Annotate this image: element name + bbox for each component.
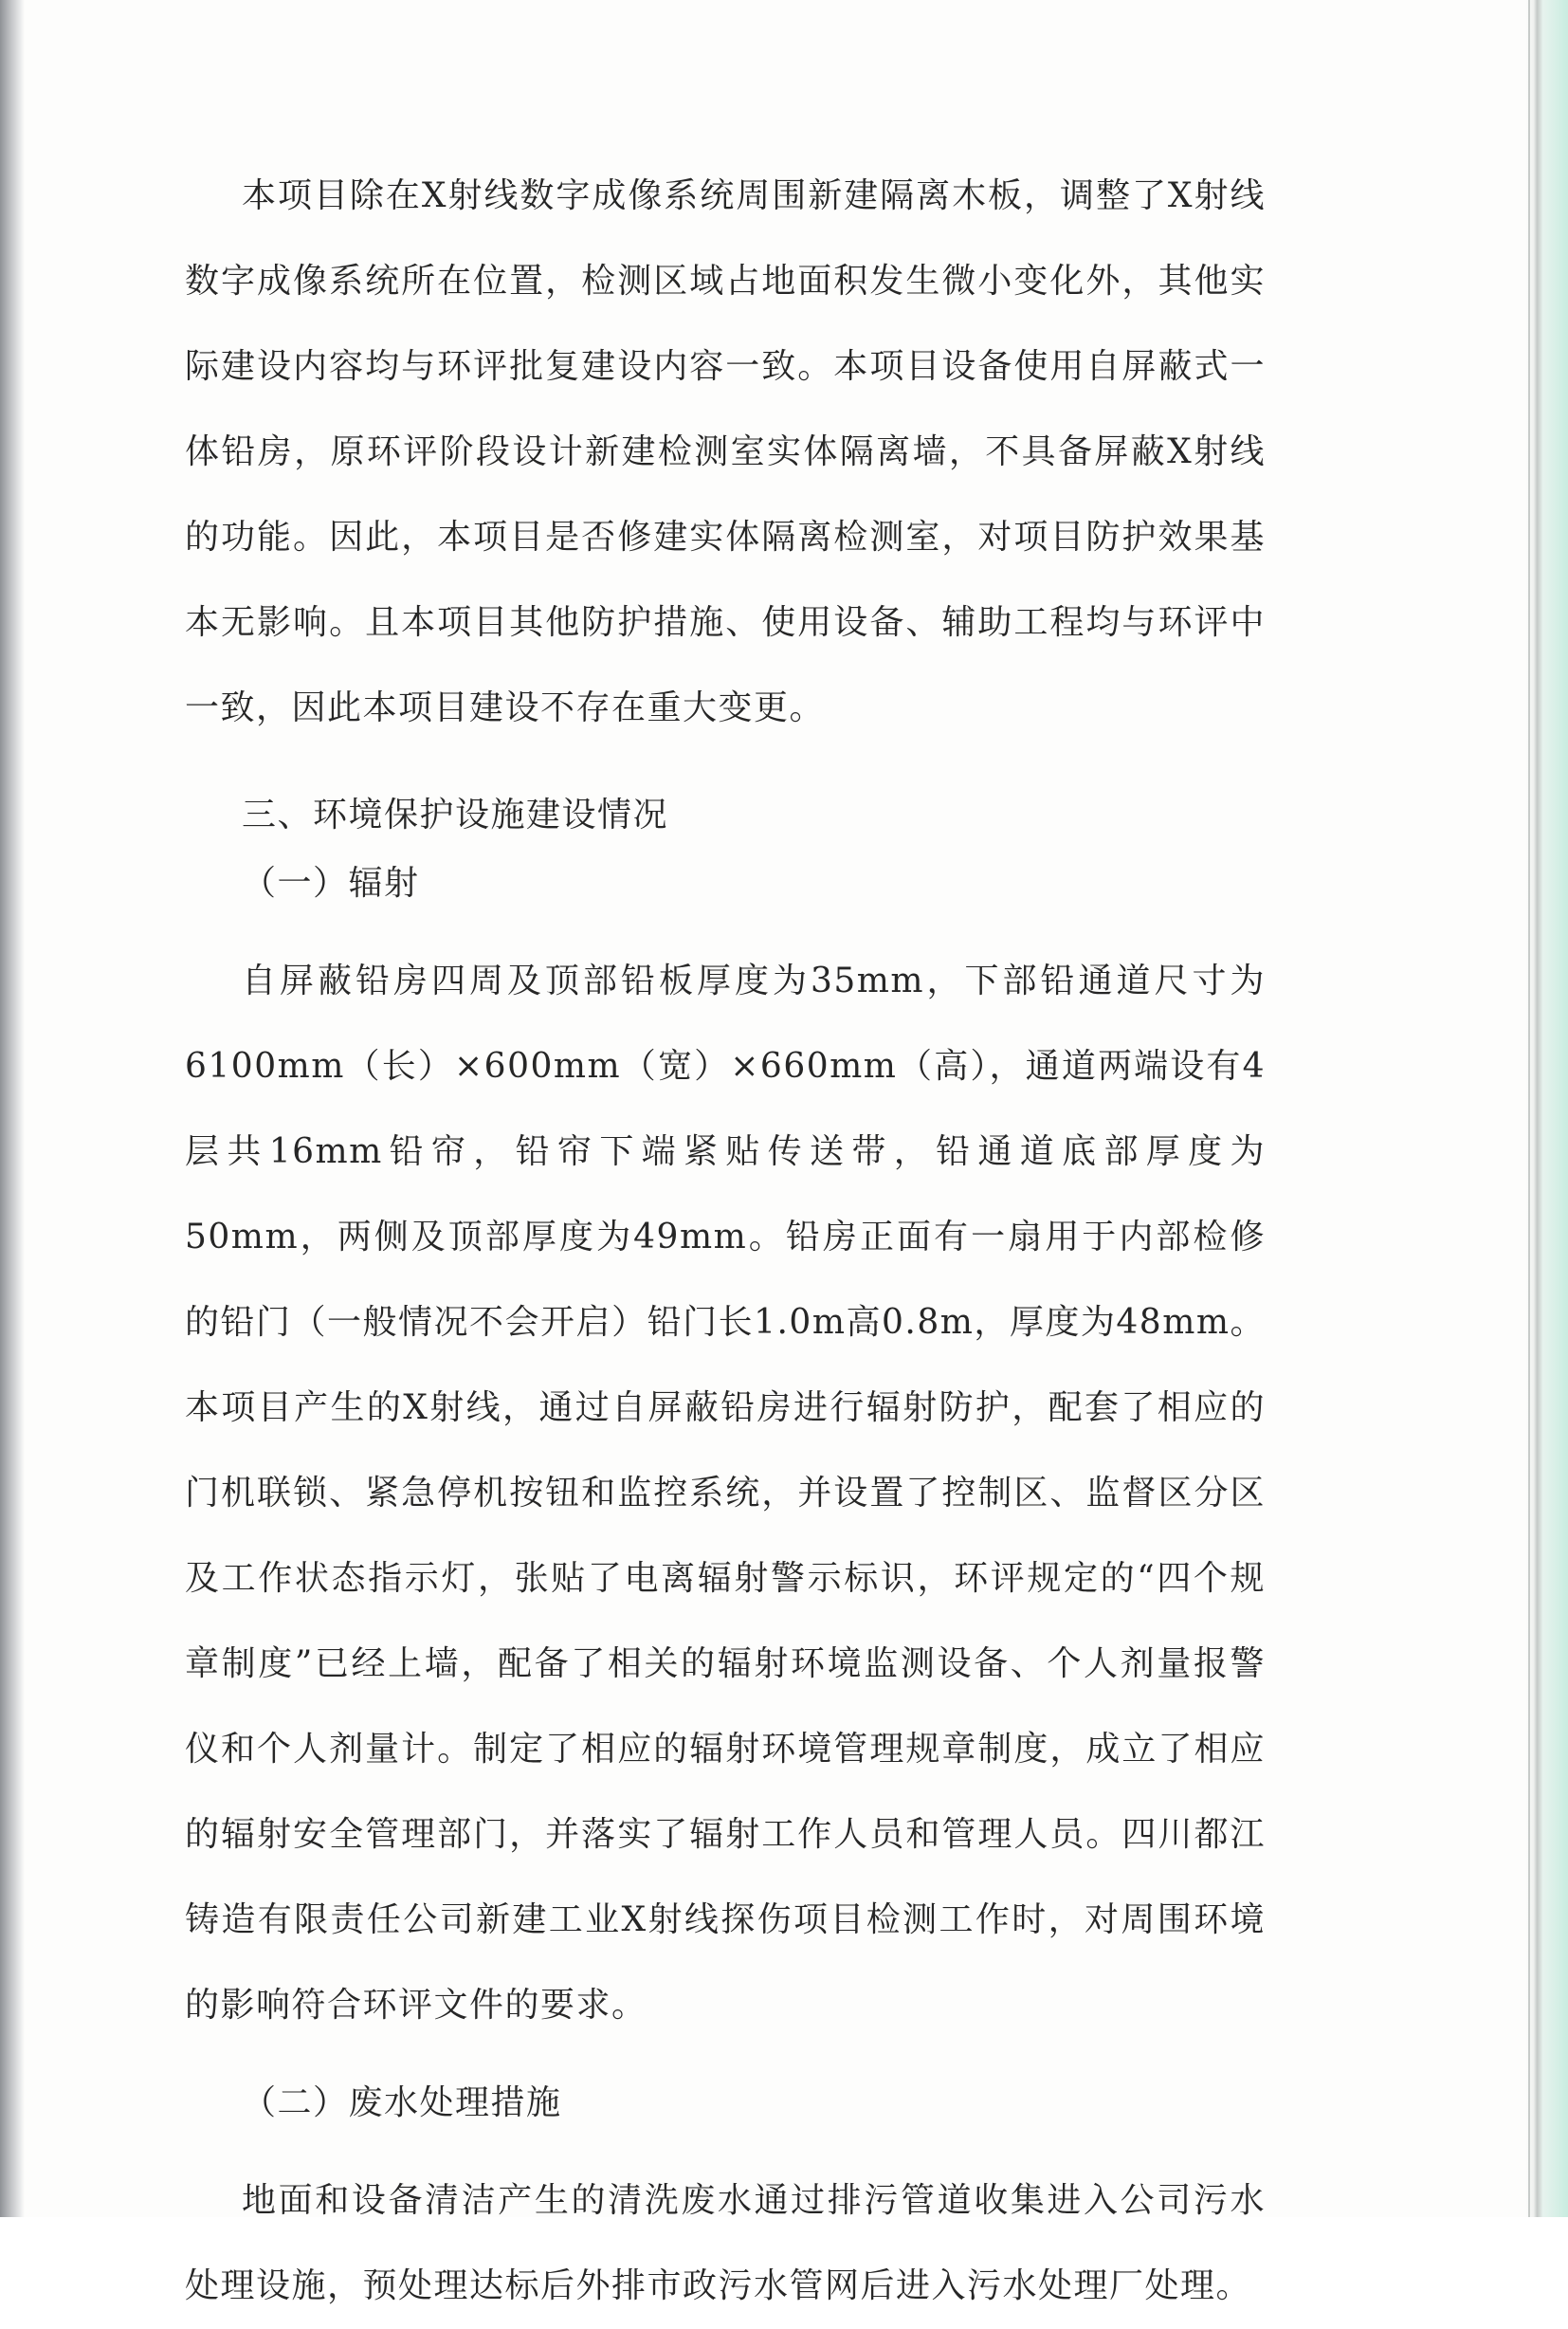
section-heading-environmental-facilities: 三、环境保护设施建设情况	[242, 796, 669, 834]
subsection-heading-wastewater: （二）废水处理措施	[242, 2083, 562, 2122]
paragraph-radiation-protection: 自屏蔽铅房四周及顶部铅板厚度为35mm，下部铅通道尺寸为6100mm（长）×600mm（宽）×660mm（高），通道两端设有4层共16mm铅帘，铅帘下端紧贴传送带，铅通道底部厚度为50mm，两侧及顶部厚度为49mm。铅房正面有一扇用于内部检修的铅门（一般情况不会开启）铅门长1.0m高0.8m，厚度为48mm。本项目产生的X射线，通过自屏蔽铅房进行辐射防护，配套了相应的门机联锁、紧急停机按钮和监控系统，并设置了控制区、监督区分区及工作状态指示灯，张贴了电离辐射警示标识，环评规定的“四个规章制度”已经上墙，配备了相关的辐射环境监测设备、个人剂量报警仪和个人剂量计。制定了相应的辐射环境管理规章制度，成立了相应的辐射安全管理部门，并落实了辐射工作人员和管理人员。四川都江铸造有限责任公司新建工业X射线探伤项目检测工作时，对周围环境的影响符合环评文件的要求。	[185, 962, 1266, 2025]
document-body	[185, 154, 1266, 2329]
paragraph-change-summary: 本项目除在X射线数字成像系统周围新建隔离木板，调整了X射线数字成像系统所在位置，检测区域占地面积发生微小变化外，其他实际建设内容均与环评批复建设内容一致。本项目设备使用自屏蔽式一体铅房，原环评阶段设计新建检测室实体隔离墙，不具备屏蔽X射线的功能。因此，本项目是否修建实体隔离检测室，对项目防护效果基本无影响。且本项目其他防护措施、使用设备、辅助工程均与环评中一致，因此本项目建设不存在重大变更。	[185, 176, 1266, 727]
paragraph-wastewater-treatment: 地面和设备清洁产生的清洗废水通过排污管道收集进入公司污水处理设施，预处理达标后外排市政污水管网后进入污水处理厂处理。	[185, 2181, 1266, 2305]
paper-edge-right	[1526, 0, 1568, 2217]
subsection-heading-radiation: （一）辐射	[242, 864, 420, 903]
scanner-shadow-left	[0, 0, 25, 2217]
paper-edge-line	[1528, 0, 1530, 2217]
